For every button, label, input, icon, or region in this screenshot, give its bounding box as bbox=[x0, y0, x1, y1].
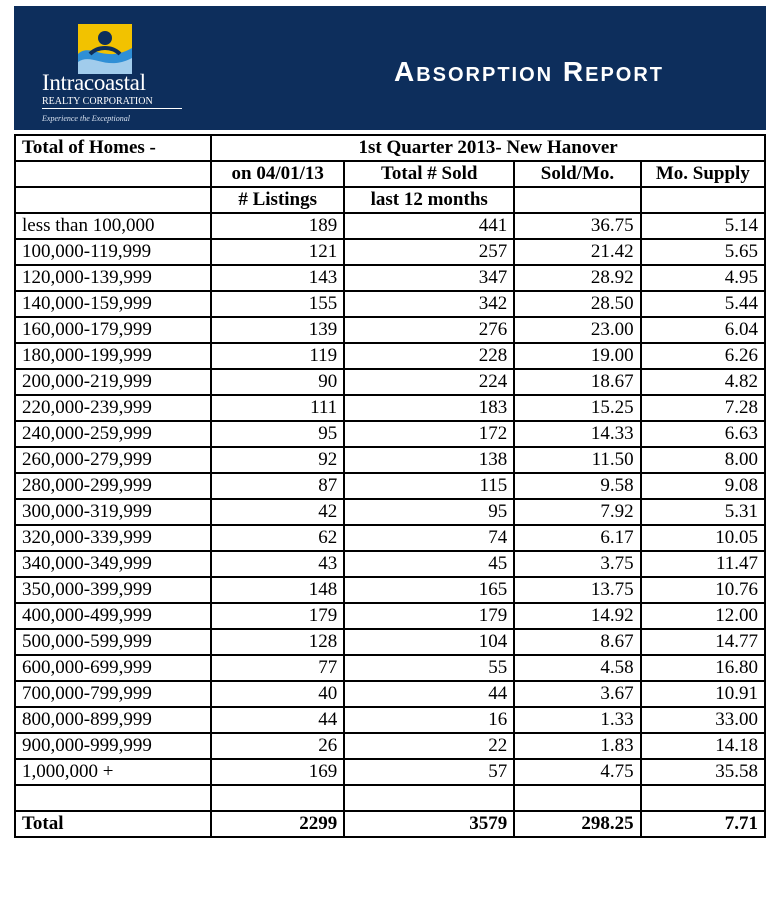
listings-cell: 77 bbox=[211, 655, 344, 681]
header-blank-cell bbox=[15, 161, 211, 187]
listings-cell: 2299 bbox=[211, 811, 344, 837]
month-supply-cell: 6.26 bbox=[641, 343, 765, 369]
month-supply-cell: 5.31 bbox=[641, 499, 765, 525]
table-row bbox=[15, 343, 765, 369]
price-range-cell: 240,000-259,999 bbox=[15, 421, 211, 447]
listings-cell: 43 bbox=[211, 551, 344, 577]
listings-cell: 189 bbox=[211, 213, 344, 239]
month-supply-cell: 10.05 bbox=[641, 525, 765, 551]
price-range-cell: 200,000-219,999 bbox=[15, 369, 211, 395]
company-logo bbox=[42, 24, 172, 126]
header-month-supply: Mo. Supply bbox=[641, 161, 765, 187]
listings-cell: 40 bbox=[211, 681, 344, 707]
header-sold-per-month: Sold/Mo. bbox=[514, 161, 640, 187]
total-sold-cell: 165 bbox=[344, 577, 514, 603]
sold-per-month-cell: 8.67 bbox=[514, 629, 640, 655]
price-range-cell: 700,000-799,999 bbox=[15, 681, 211, 707]
listings-cell: 179 bbox=[211, 603, 344, 629]
price-range-cell: 180,000-199,999 bbox=[15, 343, 211, 369]
sold-per-month-cell: 4.58 bbox=[514, 655, 640, 681]
sold-per-month-cell: 7.92 bbox=[514, 499, 640, 525]
total-sold-cell: 74 bbox=[344, 525, 514, 551]
listings-cell: 90 bbox=[211, 369, 344, 395]
table-row bbox=[15, 655, 765, 681]
sold-per-month-cell: 23.00 bbox=[514, 317, 640, 343]
sold-per-month-cell: 298.25 bbox=[514, 811, 640, 837]
sold-per-month-cell: 36.75 bbox=[514, 213, 640, 239]
price-range-cell: 500,000-599,999 bbox=[15, 629, 211, 655]
brand-subtitle: REALTY CORPORATION bbox=[42, 96, 182, 109]
total-row bbox=[15, 811, 765, 837]
header-blank-cell bbox=[15, 187, 211, 213]
listings-cell: 143 bbox=[211, 265, 344, 291]
total-sold-cell: 224 bbox=[344, 369, 514, 395]
listings-cell: 148 bbox=[211, 577, 344, 603]
listings-cell: 119 bbox=[211, 343, 344, 369]
column-header-row-1 bbox=[15, 161, 765, 187]
table-row bbox=[15, 239, 765, 265]
table-row bbox=[15, 395, 765, 421]
price-range-cell: 140,000-159,999 bbox=[15, 291, 211, 317]
report-banner bbox=[14, 4, 766, 130]
table-row bbox=[15, 421, 765, 447]
price-range-cell: 800,000-899,999 bbox=[15, 707, 211, 733]
sold-per-month-cell: 14.92 bbox=[514, 603, 640, 629]
price-range-cell: 400,000-499,999 bbox=[15, 603, 211, 629]
month-supply-cell: 7.28 bbox=[641, 395, 765, 421]
table-row bbox=[15, 551, 765, 577]
empty-cell bbox=[211, 785, 344, 811]
table-row bbox=[15, 681, 765, 707]
table-row bbox=[15, 447, 765, 473]
month-supply-cell: 16.80 bbox=[641, 655, 765, 681]
month-supply-cell: 12.00 bbox=[641, 603, 765, 629]
total-sold-cell: 183 bbox=[344, 395, 514, 421]
total-sold-cell: 3579 bbox=[344, 811, 514, 837]
total-sold-cell: 115 bbox=[344, 473, 514, 499]
sold-per-month-cell: 1.83 bbox=[514, 733, 640, 759]
price-range-cell: 600,000-699,999 bbox=[15, 655, 211, 681]
absorption-table bbox=[14, 134, 766, 838]
total-sold-cell: 16 bbox=[344, 707, 514, 733]
listings-cell: 42 bbox=[211, 499, 344, 525]
total-sold-cell: 45 bbox=[344, 551, 514, 577]
sold-per-month-cell: 6.17 bbox=[514, 525, 640, 551]
table-row bbox=[15, 629, 765, 655]
column-header-row-2 bbox=[15, 187, 765, 213]
sold-per-month-cell: 21.42 bbox=[514, 239, 640, 265]
listings-cell: 121 bbox=[211, 239, 344, 265]
sold-per-month-cell: 9.58 bbox=[514, 473, 640, 499]
month-supply-cell: 14.77 bbox=[641, 629, 765, 655]
empty-cell bbox=[514, 785, 640, 811]
sold-per-month-cell: 11.50 bbox=[514, 447, 640, 473]
total-sold-cell: 57 bbox=[344, 759, 514, 785]
month-supply-cell: 8.00 bbox=[641, 447, 765, 473]
table-row bbox=[15, 369, 765, 395]
empty-cell bbox=[15, 785, 211, 811]
total-sold-cell: 347 bbox=[344, 265, 514, 291]
listings-cell: 111 bbox=[211, 395, 344, 421]
total-sold-cell: 172 bbox=[344, 421, 514, 447]
corner-label: Total of Homes - bbox=[15, 135, 211, 161]
total-sold-cell: 179 bbox=[344, 603, 514, 629]
sold-per-month-cell: 4.75 bbox=[514, 759, 640, 785]
price-range-cell: 260,000-279,999 bbox=[15, 447, 211, 473]
price-range-cell: 220,000-239,999 bbox=[15, 395, 211, 421]
total-sold-cell: 44 bbox=[344, 681, 514, 707]
sold-per-month-cell: 3.67 bbox=[514, 681, 640, 707]
report-title: Absorption Report bbox=[394, 56, 665, 87]
price-range-cell: 340,000-349,999 bbox=[15, 551, 211, 577]
price-range-cell: 120,000-139,999 bbox=[15, 265, 211, 291]
total-sold-cell: 104 bbox=[344, 629, 514, 655]
price-range-cell: 160,000-179,999 bbox=[15, 317, 211, 343]
total-sold-cell: 138 bbox=[344, 447, 514, 473]
total-sold-cell: 276 bbox=[344, 317, 514, 343]
listings-cell: 95 bbox=[211, 421, 344, 447]
price-range-cell: 320,000-339,999 bbox=[15, 525, 211, 551]
sold-per-month-cell: 3.75 bbox=[514, 551, 640, 577]
sold-per-month-cell: 14.33 bbox=[514, 421, 640, 447]
month-supply-cell: 4.95 bbox=[641, 265, 765, 291]
sold-per-month-cell: 1.33 bbox=[514, 707, 640, 733]
brand-name: Intracoastal bbox=[42, 70, 146, 95]
table-row bbox=[15, 707, 765, 733]
header-blank-cell bbox=[641, 187, 765, 213]
table-row bbox=[15, 499, 765, 525]
header-listings-sub: # Listings bbox=[211, 187, 344, 213]
month-supply-cell: 7.71 bbox=[641, 811, 765, 837]
table-row bbox=[15, 473, 765, 499]
header-listings: on 04/01/13 bbox=[211, 161, 344, 187]
period-title: 1st Quarter 2013- New Hanover bbox=[211, 135, 765, 161]
month-supply-cell: 5.44 bbox=[641, 291, 765, 317]
listings-cell: 139 bbox=[211, 317, 344, 343]
price-range-cell: less than 100,000 bbox=[15, 213, 211, 239]
month-supply-cell: 33.00 bbox=[641, 707, 765, 733]
table-row bbox=[15, 265, 765, 291]
price-range-cell: 100,000-119,999 bbox=[15, 239, 211, 265]
price-range-cell: 900,000-999,999 bbox=[15, 733, 211, 759]
total-sold-cell: 257 bbox=[344, 239, 514, 265]
month-supply-cell: 11.47 bbox=[641, 551, 765, 577]
total-sold-cell: 228 bbox=[344, 343, 514, 369]
listings-cell: 62 bbox=[211, 525, 344, 551]
empty-cell bbox=[641, 785, 765, 811]
month-supply-cell: 6.63 bbox=[641, 421, 765, 447]
month-supply-cell: 10.76 bbox=[641, 577, 765, 603]
price-range-cell: 300,000-319,999 bbox=[15, 499, 211, 525]
month-supply-cell: 9.08 bbox=[641, 473, 765, 499]
header-total-sold: Total # Sold bbox=[344, 161, 514, 187]
listings-cell: 26 bbox=[211, 733, 344, 759]
listings-cell: 44 bbox=[211, 707, 344, 733]
table-row bbox=[15, 603, 765, 629]
table-title-row bbox=[15, 135, 765, 161]
total-sold-cell: 22 bbox=[344, 733, 514, 759]
price-range-cell: 1,000,000 + bbox=[15, 759, 211, 785]
brand-tagline: Experience the Exceptional bbox=[42, 114, 130, 123]
month-supply-cell: 10.91 bbox=[641, 681, 765, 707]
table-row bbox=[15, 525, 765, 551]
total-sold-cell: 55 bbox=[344, 655, 514, 681]
total-sold-cell: 342 bbox=[344, 291, 514, 317]
listings-cell: 92 bbox=[211, 447, 344, 473]
listings-cell: 155 bbox=[211, 291, 344, 317]
month-supply-cell: 5.14 bbox=[641, 213, 765, 239]
month-supply-cell: 4.82 bbox=[641, 369, 765, 395]
empty-cell bbox=[344, 785, 514, 811]
spacer-row bbox=[15, 785, 765, 811]
listings-cell: 169 bbox=[211, 759, 344, 785]
table-row bbox=[15, 733, 765, 759]
header-total-sold-sub: last 12 months bbox=[344, 187, 514, 213]
sold-per-month-cell: 28.92 bbox=[514, 265, 640, 291]
sold-per-month-cell: 19.00 bbox=[514, 343, 640, 369]
sold-per-month-cell: 13.75 bbox=[514, 577, 640, 603]
header-blank-cell bbox=[514, 187, 640, 213]
sold-per-month-cell: 28.50 bbox=[514, 291, 640, 317]
sold-per-month-cell: 18.67 bbox=[514, 369, 640, 395]
month-supply-cell: 5.65 bbox=[641, 239, 765, 265]
total-sold-cell: 441 bbox=[344, 213, 514, 239]
table-row bbox=[15, 759, 765, 785]
table-row bbox=[15, 577, 765, 603]
month-supply-cell: 6.04 bbox=[641, 317, 765, 343]
price-range-cell: Total bbox=[15, 811, 211, 837]
sold-per-month-cell: 15.25 bbox=[514, 395, 640, 421]
logo-wave-icon bbox=[78, 24, 132, 74]
total-sold-cell: 95 bbox=[344, 499, 514, 525]
table-row bbox=[15, 213, 765, 239]
table-row bbox=[15, 317, 765, 343]
table-row bbox=[15, 291, 765, 317]
price-range-cell: 280,000-299,999 bbox=[15, 473, 211, 499]
listings-cell: 87 bbox=[211, 473, 344, 499]
price-range-cell: 350,000-399,999 bbox=[15, 577, 211, 603]
month-supply-cell: 35.58 bbox=[641, 759, 765, 785]
month-supply-cell: 14.18 bbox=[641, 733, 765, 759]
listings-cell: 128 bbox=[211, 629, 344, 655]
